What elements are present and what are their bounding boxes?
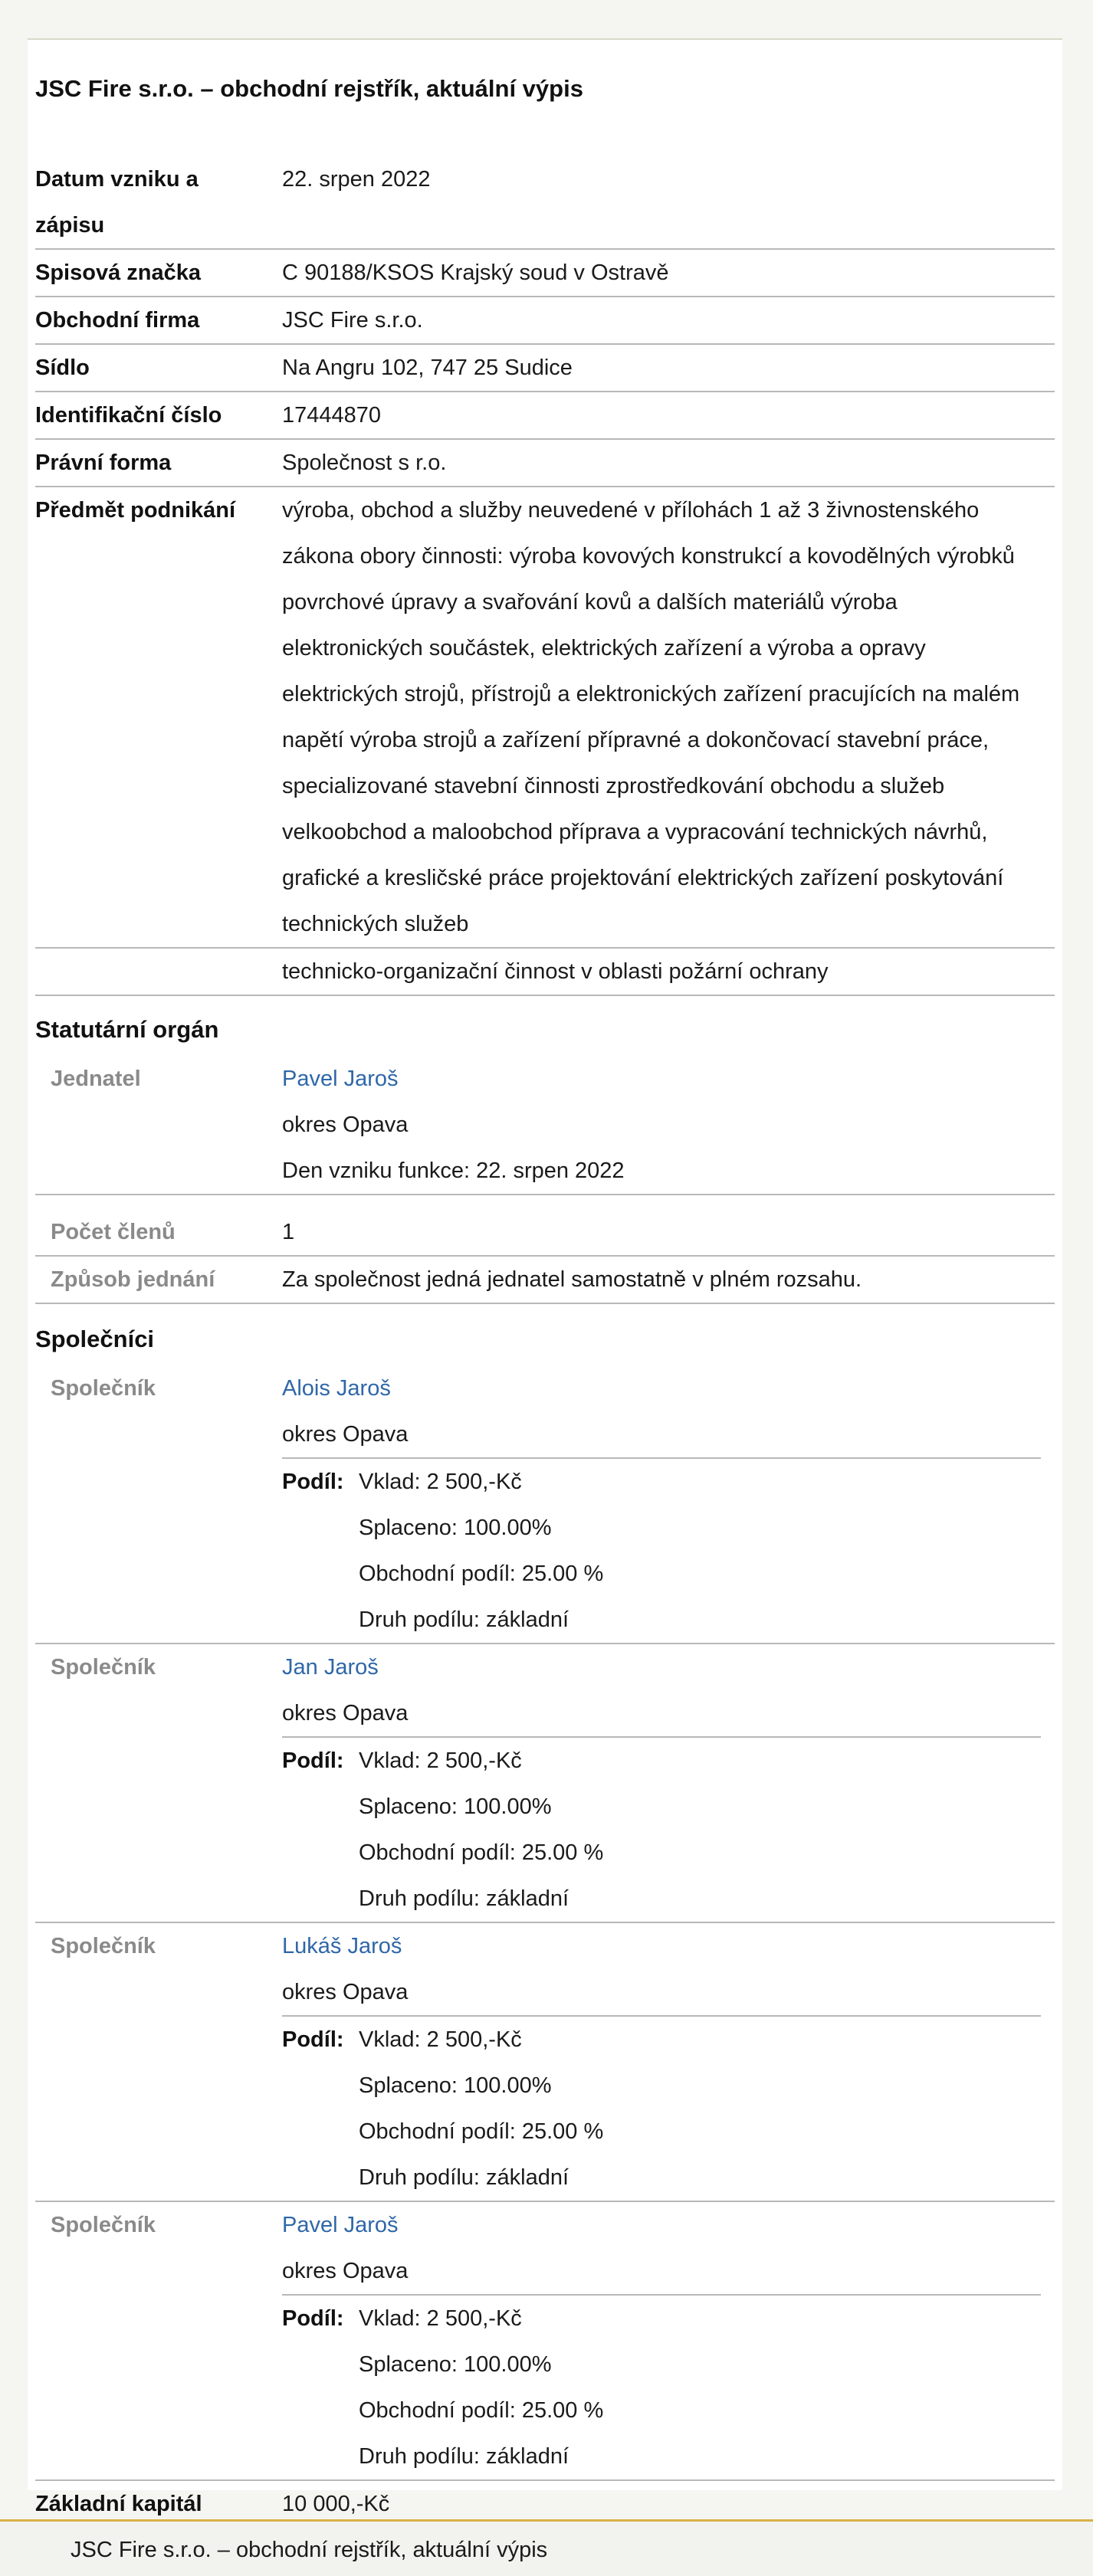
row-forma bbox=[35, 440, 1055, 487]
value-sidlo: Na Angru 102, 747 25 Sudice bbox=[282, 356, 573, 380]
row-jednatel bbox=[35, 1056, 1055, 1195]
spolecnik-okres: okres Opava bbox=[282, 2259, 409, 2283]
jednatel-okres: okres Opava bbox=[282, 1113, 409, 1137]
podil-splaceno: Splaceno: 100.00% bbox=[359, 1516, 552, 1540]
predmet-line: specializované stavební činnosti zprostředkování obchodu a služeb bbox=[282, 774, 945, 798]
value-predmet-extra: technicko-organizační činnost v oblasti požární ochrany bbox=[282, 959, 829, 984]
podil-druh: Druh podílu: základní bbox=[359, 1886, 569, 1911]
predmet-line: grafické a kresličské práce projektování elektrických zařízení poskytování bbox=[282, 866, 1004, 890]
podil-vklad: Vklad: 2 500,-Kč bbox=[359, 1470, 522, 1494]
jednatel-name-link[interactable]: Pavel Jaroš bbox=[282, 1067, 399, 1091]
row-zpusob-jednani bbox=[35, 1257, 1055, 1304]
podil-druh: Druh podílu: základní bbox=[359, 2444, 569, 2469]
footer-title: JSC Fire s.r.o. – obchodní rejstřík, aktuální výpis bbox=[71, 2538, 548, 2562]
podil-splaceno: Splaceno: 100.00% bbox=[359, 2352, 552, 2377]
podil-druh: Druh podílu: základní bbox=[359, 1608, 569, 1632]
register-card bbox=[28, 38, 1062, 2516]
label-zpusob-jednani: Způsob jednání bbox=[51, 1267, 215, 1292]
predmet-line: technických služeb bbox=[282, 912, 469, 936]
predmet-line: elektronických součástek, elektrických zařízení a výroba a opravy bbox=[282, 636, 926, 660]
label-datum-line2: zápisu bbox=[35, 213, 105, 238]
row-pocet-clenu bbox=[35, 1209, 1055, 1257]
podil-splaceno: Splaceno: 100.00% bbox=[359, 1794, 552, 1819]
predmet-line: elektrických strojů, přístrojů a elektronických zařízení pracujících na malém bbox=[282, 682, 1020, 706]
podil-obchodni: Obchodní podíl: 25.00 % bbox=[359, 1840, 604, 1865]
label-firma: Obchodní firma bbox=[35, 308, 200, 333]
value-forma: Společnost s r.o. bbox=[282, 451, 447, 475]
predmet-line: výroba, obchod a služby neuvedené v přílohách 1 až 3 živnostenského bbox=[282, 498, 980, 523]
label-forma: Právní forma bbox=[35, 451, 172, 475]
section-statutarni-heading: Statutární orgán bbox=[35, 1016, 219, 1043]
row-spisova bbox=[35, 250, 1055, 297]
podil-obchodni: Obchodní podíl: 25.00 % bbox=[359, 2398, 604, 2423]
row-sidlo bbox=[35, 345, 1055, 392]
label-predmet: Předmět podnikání bbox=[35, 498, 236, 523]
label-spolecnik: Společník bbox=[51, 1376, 156, 1401]
podil-vklad: Vklad: 2 500,-Kč bbox=[359, 2306, 522, 2331]
spolecnik-name-link[interactable]: Pavel Jaroš bbox=[282, 2213, 399, 2237]
value-firma: JSC Fire s.r.o. bbox=[282, 308, 423, 333]
page-title: JSC Fire s.r.o. – obchodní rejstřík, aktuální výpis bbox=[35, 75, 583, 102]
section-spolecnici-heading: Společníci bbox=[35, 1326, 155, 1352]
label-sidlo: Sídlo bbox=[35, 356, 90, 380]
value-ico: 17444870 bbox=[282, 403, 382, 428]
spolecnik-okres: okres Opava bbox=[282, 1980, 409, 2004]
row-predmet-extra bbox=[35, 949, 1055, 996]
predmet-line: povrchové úpravy a svařování kovů a dalších materiálů výroba bbox=[282, 590, 898, 615]
label-kapital: Základní kapitál bbox=[35, 2492, 202, 2516]
podil-splaceno: Splaceno: 100.00% bbox=[359, 2073, 552, 2098]
label-podil: Podíl: bbox=[282, 1470, 344, 1494]
value-kapital: 10 000,-Kč bbox=[282, 2492, 390, 2516]
label-pocet-clenu: Počet členů bbox=[51, 1220, 176, 1244]
spolecnik-name-link[interactable]: Alois Jaroš bbox=[282, 1376, 391, 1401]
label-spolecnik: Společník bbox=[51, 1934, 156, 1958]
predmet-line: zákona obory činnosti: výroba kovových konstrukcí a kovodělných výrobků bbox=[282, 544, 1015, 569]
label-datum-line1: Datum vzniku a bbox=[35, 167, 199, 192]
value-pocet-clenu: 1 bbox=[282, 1220, 295, 1244]
spolecnik-block bbox=[35, 1923, 1055, 2202]
podil-vklad: Vklad: 2 500,-Kč bbox=[359, 1748, 522, 1773]
value-datum: 22. srpen 2022 bbox=[282, 167, 431, 192]
spolecnik-block bbox=[35, 1644, 1055, 1923]
row-datum bbox=[35, 156, 1055, 250]
label-spolecnik: Společník bbox=[51, 2213, 156, 2237]
podil-obchodni: Obchodní podíl: 25.00 % bbox=[359, 2119, 604, 2144]
row-firma bbox=[35, 297, 1055, 345]
label-jednatel: Jednatel bbox=[51, 1067, 141, 1091]
spolecnik-name-link[interactable]: Jan Jaroš bbox=[282, 1655, 379, 1680]
spolecnik-block bbox=[35, 2202, 1055, 2481]
label-podil: Podíl: bbox=[282, 2306, 344, 2331]
value-spisova: C 90188/KSOS Krajský soud v Ostravě bbox=[282, 261, 669, 285]
spolecnik-okres: okres Opava bbox=[282, 1422, 409, 1447]
label-podil: Podíl: bbox=[282, 1748, 344, 1773]
label-spisova: Spisová značka bbox=[35, 261, 201, 285]
spolecnik-block bbox=[35, 1365, 1055, 1644]
predmet-line: napětí výroba strojů a zařízení přípravné a dokončovací stavební práce, bbox=[282, 728, 990, 752]
jednatel-den-vzniku: Den vzniku funkce: 22. srpen 2022 bbox=[282, 1159, 625, 1183]
podil-druh: Druh podílu: základní bbox=[359, 2165, 569, 2190]
row-predmet bbox=[35, 487, 1055, 949]
value-zpusob-jednani: Za společnost jedná jednatel samostatně v plném rozsahu. bbox=[282, 1267, 862, 1292]
podil-obchodni: Obchodní podíl: 25.00 % bbox=[359, 1562, 604, 1586]
spolecnik-okres: okres Opava bbox=[282, 1701, 409, 1726]
predmet-line: velkoobchod a maloobchod příprava a vypracování technických návrhů, bbox=[282, 820, 988, 844]
row-ico bbox=[35, 392, 1055, 440]
label-spolecnik: Společník bbox=[51, 1655, 156, 1680]
label-podil: Podíl: bbox=[282, 2027, 344, 2052]
spolecnik-name-link[interactable]: Lukáš Jaroš bbox=[282, 1934, 402, 1958]
label-ico: Identifikační číslo bbox=[35, 403, 222, 428]
podil-vklad: Vklad: 2 500,-Kč bbox=[359, 2027, 522, 2052]
